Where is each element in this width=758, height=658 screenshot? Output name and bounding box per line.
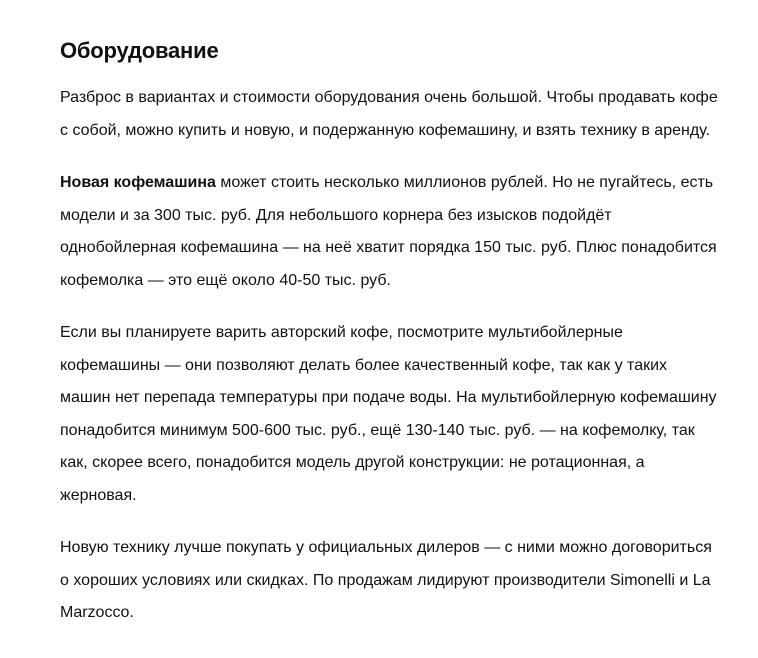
- paragraph-new-machine-text: может стоить несколько миллионов рублей. Но не пугайтесь, есть модели и за 300 тыс. руб. Для небольшого корнера без изысков подойдёт однобойлерная кофемашина — на неё хватит порядка 150 тыс. руб. Плюс понадобится кофемолка — это ещё около 40-50 тыс. руб.: [60, 174, 717, 289]
- paragraph-new-machine: [60, 167, 720, 297]
- paragraph-new-machine-bold: Новая кофемашина: [60, 174, 216, 191]
- paragraph-intro: Разброс в вариантах и стоимости оборудования очень большой. Чтобы продавать кофе с собой, можно купить и новую, и подержанную кофемашину, и взять технику в аренду.: [60, 89, 718, 139]
- paragraph-dealers: Новую технику лучше покупать у официальных дилеров — с ними можно договориться о хороших условиях или скидках. По продажам лидируют производители Simonelli и La Marzocco.: [60, 539, 712, 621]
- article: [60, 36, 720, 650]
- section-heading: Оборудование: [60, 38, 219, 63]
- paragraph-multiboiler: Если вы планируете варить авторский кофе, посмотрите мультибойлерные кофемашины — они позволяют делать более качественный кофе, так как у таких машин нет перепада температуры при подаче воды. На мультибойлерную кофемашину понадобится минимум 500-600 тыс. руб., ещё 130-140 тыс. руб. — на кофемолку, так как, скорее всего, понадобится модель другой конструкции: не ротационная, а жерновая.: [60, 324, 717, 504]
